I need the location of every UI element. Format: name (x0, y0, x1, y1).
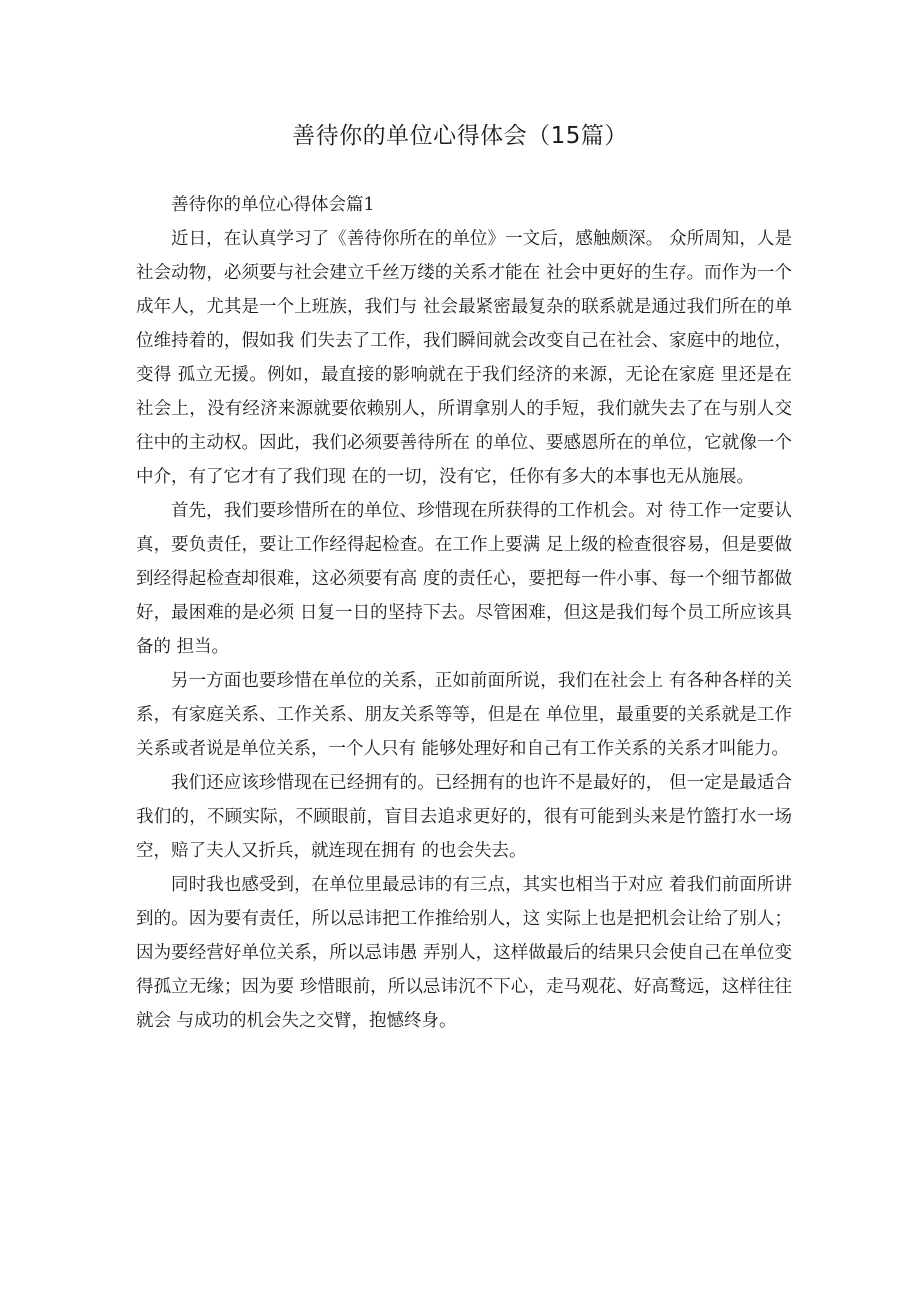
body-paragraph-4: 我们还应该珍惜现在已经拥有的。已经拥有的也许不是最好的， 但一定是最适合我们的，不顾实际，不顾眼前，盲目去追求更好的，很有可能到头来是竹篮打水一场空，赔了夫人又折兵，就连现在拥有 的也会失去。 (136, 773, 792, 861)
document-body (136, 188, 792, 1038)
body-paragraph-3: 另一方面也要珍惜在单位的关系，正如前面所说，我们在社会上 有各种各样的关系，有家庭关系、工作关系、朋友关系等等，但是在 单位里，最重要的关系就是工作关系或者说是单位关系，一个人只有 能够处理好和自己有工作关系的关系才叫能力。 (136, 671, 792, 759)
body-paragraph-1: 近日，在认真学习了《善待你所在的单位》一文后，感触颇深。 众所周知，人是社会动物，必须要与社会建立千丝万缕的关系才能在 社会中更好的生存。而作为一个成年人，尤其是一个上班族，我们与 社会最紧密最复杂的联系就是通过我们所在的单位维持着的，假如我 们失去了工作，我们瞬间就会改变自己在社会、家庭中的地位，变得 孤立无援。例如，最直接的影响就在于我们经济的来源，无论在家庭 里还是在社会上，没有经济来源就要依赖别人，所谓拿别人的手短，我们就失去了在与别人交往中的主动权。因此，我们必须要善待所在 的单位、要感恩所在的单位，它就像一个中介，有了它才有了我们现 在的一切，没有它，任你有多大的本事也无从施展。 (136, 229, 792, 487)
body-paragraph-5: 同时我也感受到，在单位里最忌讳的有三点，其实也相当于对应 着我们前面所讲到的。因为要有责任，所以忌讳把工作推给别人，这 实际上也是把机会让给了别人；因为要经营好单位关系，所以忌讳愚 弄别人，这样做最后的结果只会使自己在单位变得孤立无缘；因为要 珍惜眼前，所以忌讳沉不下心，走马观花、好高鹜远，这样往往就会 与成功的机会失之交臂，抱憾终身。 (136, 875, 792, 1031)
body-paragraph-2: 首先，我们要珍惜所在的单位、珍惜现在所获得的工作机会。对 待工作一定要认真，要负责任，要让工作经得起检查。在工作上要满 足上级的检查很容易，但是要做到经得起检查却很难，这必须要有高 度的责任心，要把每一件小事、每一个细节都做好，最困难的是必须 日复一日的坚持下去。尽管困难，但这是我们每个员工所应该具备的 担当。 (136, 501, 792, 657)
section-heading: 善待你的单位心得体会篇1 (171, 195, 375, 215)
document-title: 善待你的单位心得体会（15篇） (292, 123, 628, 149)
